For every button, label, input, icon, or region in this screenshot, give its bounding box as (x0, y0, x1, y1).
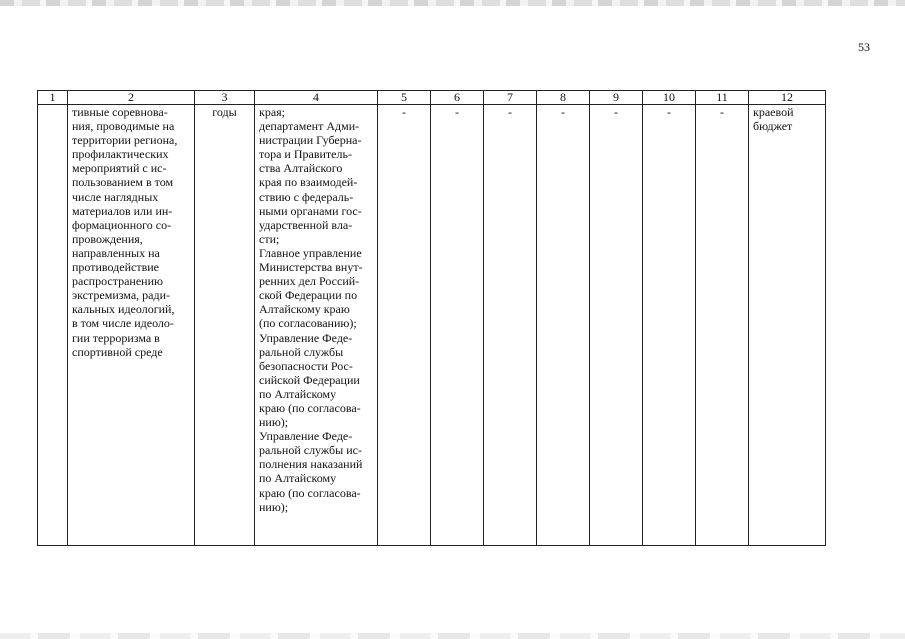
cell-executors: края; департамент Адми- нистрации Губерна- тора и Правитель- ства Алтайского края по взаимодей- ствию с федераль- ными органами гос- ударственной вла- сти; Главное управление Министерства внут- ренних дел Россий- ской Федерации по Алтайскому краю (по согласованию); Управление Феде- ральной службы безопасности Рос- сийской Федерации по Алтайскому краю (по согласова- нию); Управление Феде- ральной службы ис- полнения наказаний по Алтайскому краю (по согласова- нию); (255, 105, 378, 546)
cell-value: - (378, 105, 431, 546)
cell-years: годы (195, 105, 255, 546)
column-number: 4 (255, 91, 378, 105)
cell-value: - (696, 105, 749, 546)
column-number: 3 (195, 91, 255, 105)
column-number: 6 (431, 91, 484, 105)
column-number: 10 (643, 91, 696, 105)
program-table (37, 90, 826, 546)
column-number: 8 (537, 91, 590, 105)
cell-activity: тивные соревнова- ния, проводимые на территории региона, профилактических мероприятий с ис- пользованием в том числе наглядных материалов или ин- формационного со- провождения, направленных на противодействие распространению экстремизма, ради- кальных идеологий, в том числе идеоло- гии терроризма в спортивной среде (68, 105, 195, 546)
scan-edge-bottom (0, 633, 905, 639)
column-number: 2 (68, 91, 195, 105)
cell-value: - (537, 105, 590, 546)
cell-value: - (590, 105, 643, 546)
cell-number (38, 105, 68, 546)
cell-value: - (431, 105, 484, 546)
scan-edge-top (0, 0, 905, 6)
cell-funding-source: краевой бюджет (749, 105, 826, 546)
column-number: 7 (484, 91, 537, 105)
column-number: 5 (378, 91, 431, 105)
table-row (38, 105, 826, 546)
page-number: 53 (858, 40, 870, 54)
column-number: 11 (696, 91, 749, 105)
column-number-row (38, 91, 826, 105)
column-number: 12 (749, 91, 826, 105)
cell-value: - (484, 105, 537, 546)
column-number: 1 (38, 91, 68, 105)
cell-value: - (643, 105, 696, 546)
column-number: 9 (590, 91, 643, 105)
